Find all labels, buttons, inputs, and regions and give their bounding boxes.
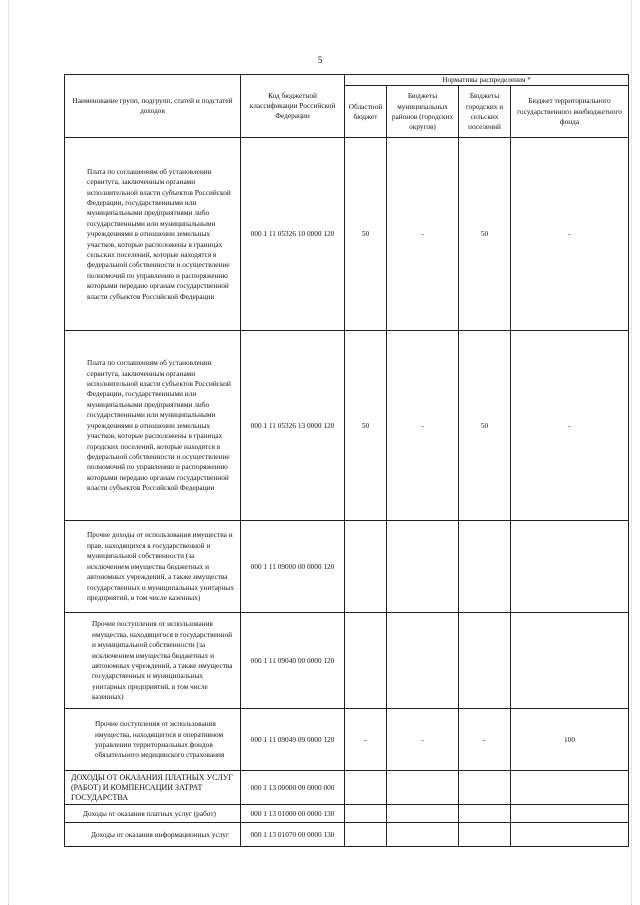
row-name: Прочие поступления от использования имущества, находящегося в оперативном управлении территориальных фондов обязательного медицинского страхования xyxy=(65,709,241,771)
row-fund: - xyxy=(511,138,629,331)
row-code: 000 1 13 01000 00 0000 130 xyxy=(241,805,345,823)
row-city xyxy=(459,805,511,823)
row-municipal: - xyxy=(387,331,459,521)
table-row xyxy=(65,138,629,331)
table-row xyxy=(65,823,629,847)
header-norms: Нормативы распределения * xyxy=(345,75,629,86)
row-city: 50 xyxy=(459,138,511,331)
row-code: 000 1 11 09040 00 0000 120 xyxy=(241,613,345,709)
header-municipal: Бюджеты муниципальных районов (городских округов) xyxy=(387,86,459,138)
row-fund xyxy=(511,613,629,709)
row-municipal xyxy=(387,805,459,823)
row-regional xyxy=(345,805,387,823)
row-regional xyxy=(345,823,387,847)
row-city: - xyxy=(459,709,511,771)
header-fund: Бюджет территориального государственного внебюджетного фонда xyxy=(511,86,629,138)
table-row xyxy=(65,771,629,805)
row-city: 50 xyxy=(459,331,511,521)
table-row xyxy=(65,805,629,823)
row-fund xyxy=(511,805,629,823)
row-name: Доходы от оказания информационных услуг xyxy=(65,823,241,847)
header-code: Код бюджетной классификации Российской Федерации xyxy=(241,75,345,138)
row-name: Прочие доходы от использования имущества и прав, находящихся в государственной и муниципальной собственности (за исключением имущества бюджетных и автономных учреждений, а также имущества государственных и муниципальных унитарных предприятий, в том числе казенных) xyxy=(65,521,241,613)
row-name: Плата по соглашениям об установлении сервитута, заключенным органами исполнительной власти субъектов Российской Федерации, государственными или муниципальными предприятиями либо государственными или муниципальными учреждениями в отношении земельных участков, которые расположены в границах городских поселений, которые находятся в федеральной собственности и осуществление полномочий по управлению и распоряжению которыми передано органам государственной власти субъектов Российской Федерации xyxy=(65,331,241,521)
row-fund xyxy=(511,521,629,613)
page-number: 5 xyxy=(317,55,323,65)
scan-edge-left xyxy=(8,0,10,905)
scan-edge-right xyxy=(631,0,633,905)
row-regional xyxy=(345,613,387,709)
row-code: 000 1 11 05326 10 0000 120 xyxy=(241,138,345,331)
row-city xyxy=(459,613,511,709)
row-municipal: - xyxy=(387,138,459,331)
row-regional xyxy=(345,521,387,613)
row-city xyxy=(459,771,511,805)
table-row xyxy=(65,709,629,771)
row-municipal xyxy=(387,521,459,613)
row-regional: 50 xyxy=(345,331,387,521)
row-fund: - xyxy=(511,331,629,521)
row-fund xyxy=(511,823,629,847)
budget-revenue-table xyxy=(64,74,629,847)
row-regional: - xyxy=(345,709,387,771)
header-regional: Областной бюджет xyxy=(345,86,387,138)
row-municipal xyxy=(387,823,459,847)
row-code: 000 1 11 05326 13 0000 120 xyxy=(241,331,345,521)
row-code: 000 1 13 00000 00 0000 000 xyxy=(241,771,345,805)
table-row xyxy=(65,331,629,521)
header-city: Бюджеты городских и сельских поселений xyxy=(459,86,511,138)
row-name: Прочие поступления от использования имущества, находящегося в государственной и муниципальной собственности (за исключением имущества бюджетных и автономных учреждений, а также имущества государственных и муниципальных унитарных предприятий, в том числе казенных) xyxy=(65,613,241,709)
row-code: 000 1 11 09000 00 0000 120 xyxy=(241,521,345,613)
row-code: 000 1 13 01070 00 0000 130 xyxy=(241,823,345,847)
row-municipal xyxy=(387,613,459,709)
row-regional xyxy=(345,771,387,805)
table-row xyxy=(65,521,629,613)
header-name: Наименование групп, подгрупп, статей и подстатей доходов xyxy=(65,75,241,138)
row-regional: 50 xyxy=(345,138,387,331)
row-name: Доходы от оказания платных услуг (работ) xyxy=(65,805,241,823)
row-fund: 100 xyxy=(511,709,629,771)
row-name: Плата по соглашениям об установлении сервитута, заключенным органами исполнительной власти субъектов Российской Федерации, государственными или муниципальными предприятиями либо государственными или муниципальными учреждениями в отношении земельных участков, которые расположены в границах сельских поселений, которые находятся в федеральной собственности и осуществление полномочий по управлению и распоряжению которыми передано органам государственной власти субъектов Российской Федерации xyxy=(65,138,241,331)
row-code: 000 1 11 09049 09 0000 120 xyxy=(241,709,345,771)
table-row xyxy=(65,613,629,709)
row-city xyxy=(459,823,511,847)
row-municipal xyxy=(387,771,459,805)
row-name: ДОХОДЫ ОТ ОКАЗАНИЯ ПЛАТНЫХ УСЛУГ (РАБОТ) И КОМПЕНСАЦИИ ЗАТРАТ ГОСУДАРСТВА xyxy=(65,771,241,805)
row-fund xyxy=(511,771,629,805)
row-city xyxy=(459,521,511,613)
row-municipal: - xyxy=(387,709,459,771)
